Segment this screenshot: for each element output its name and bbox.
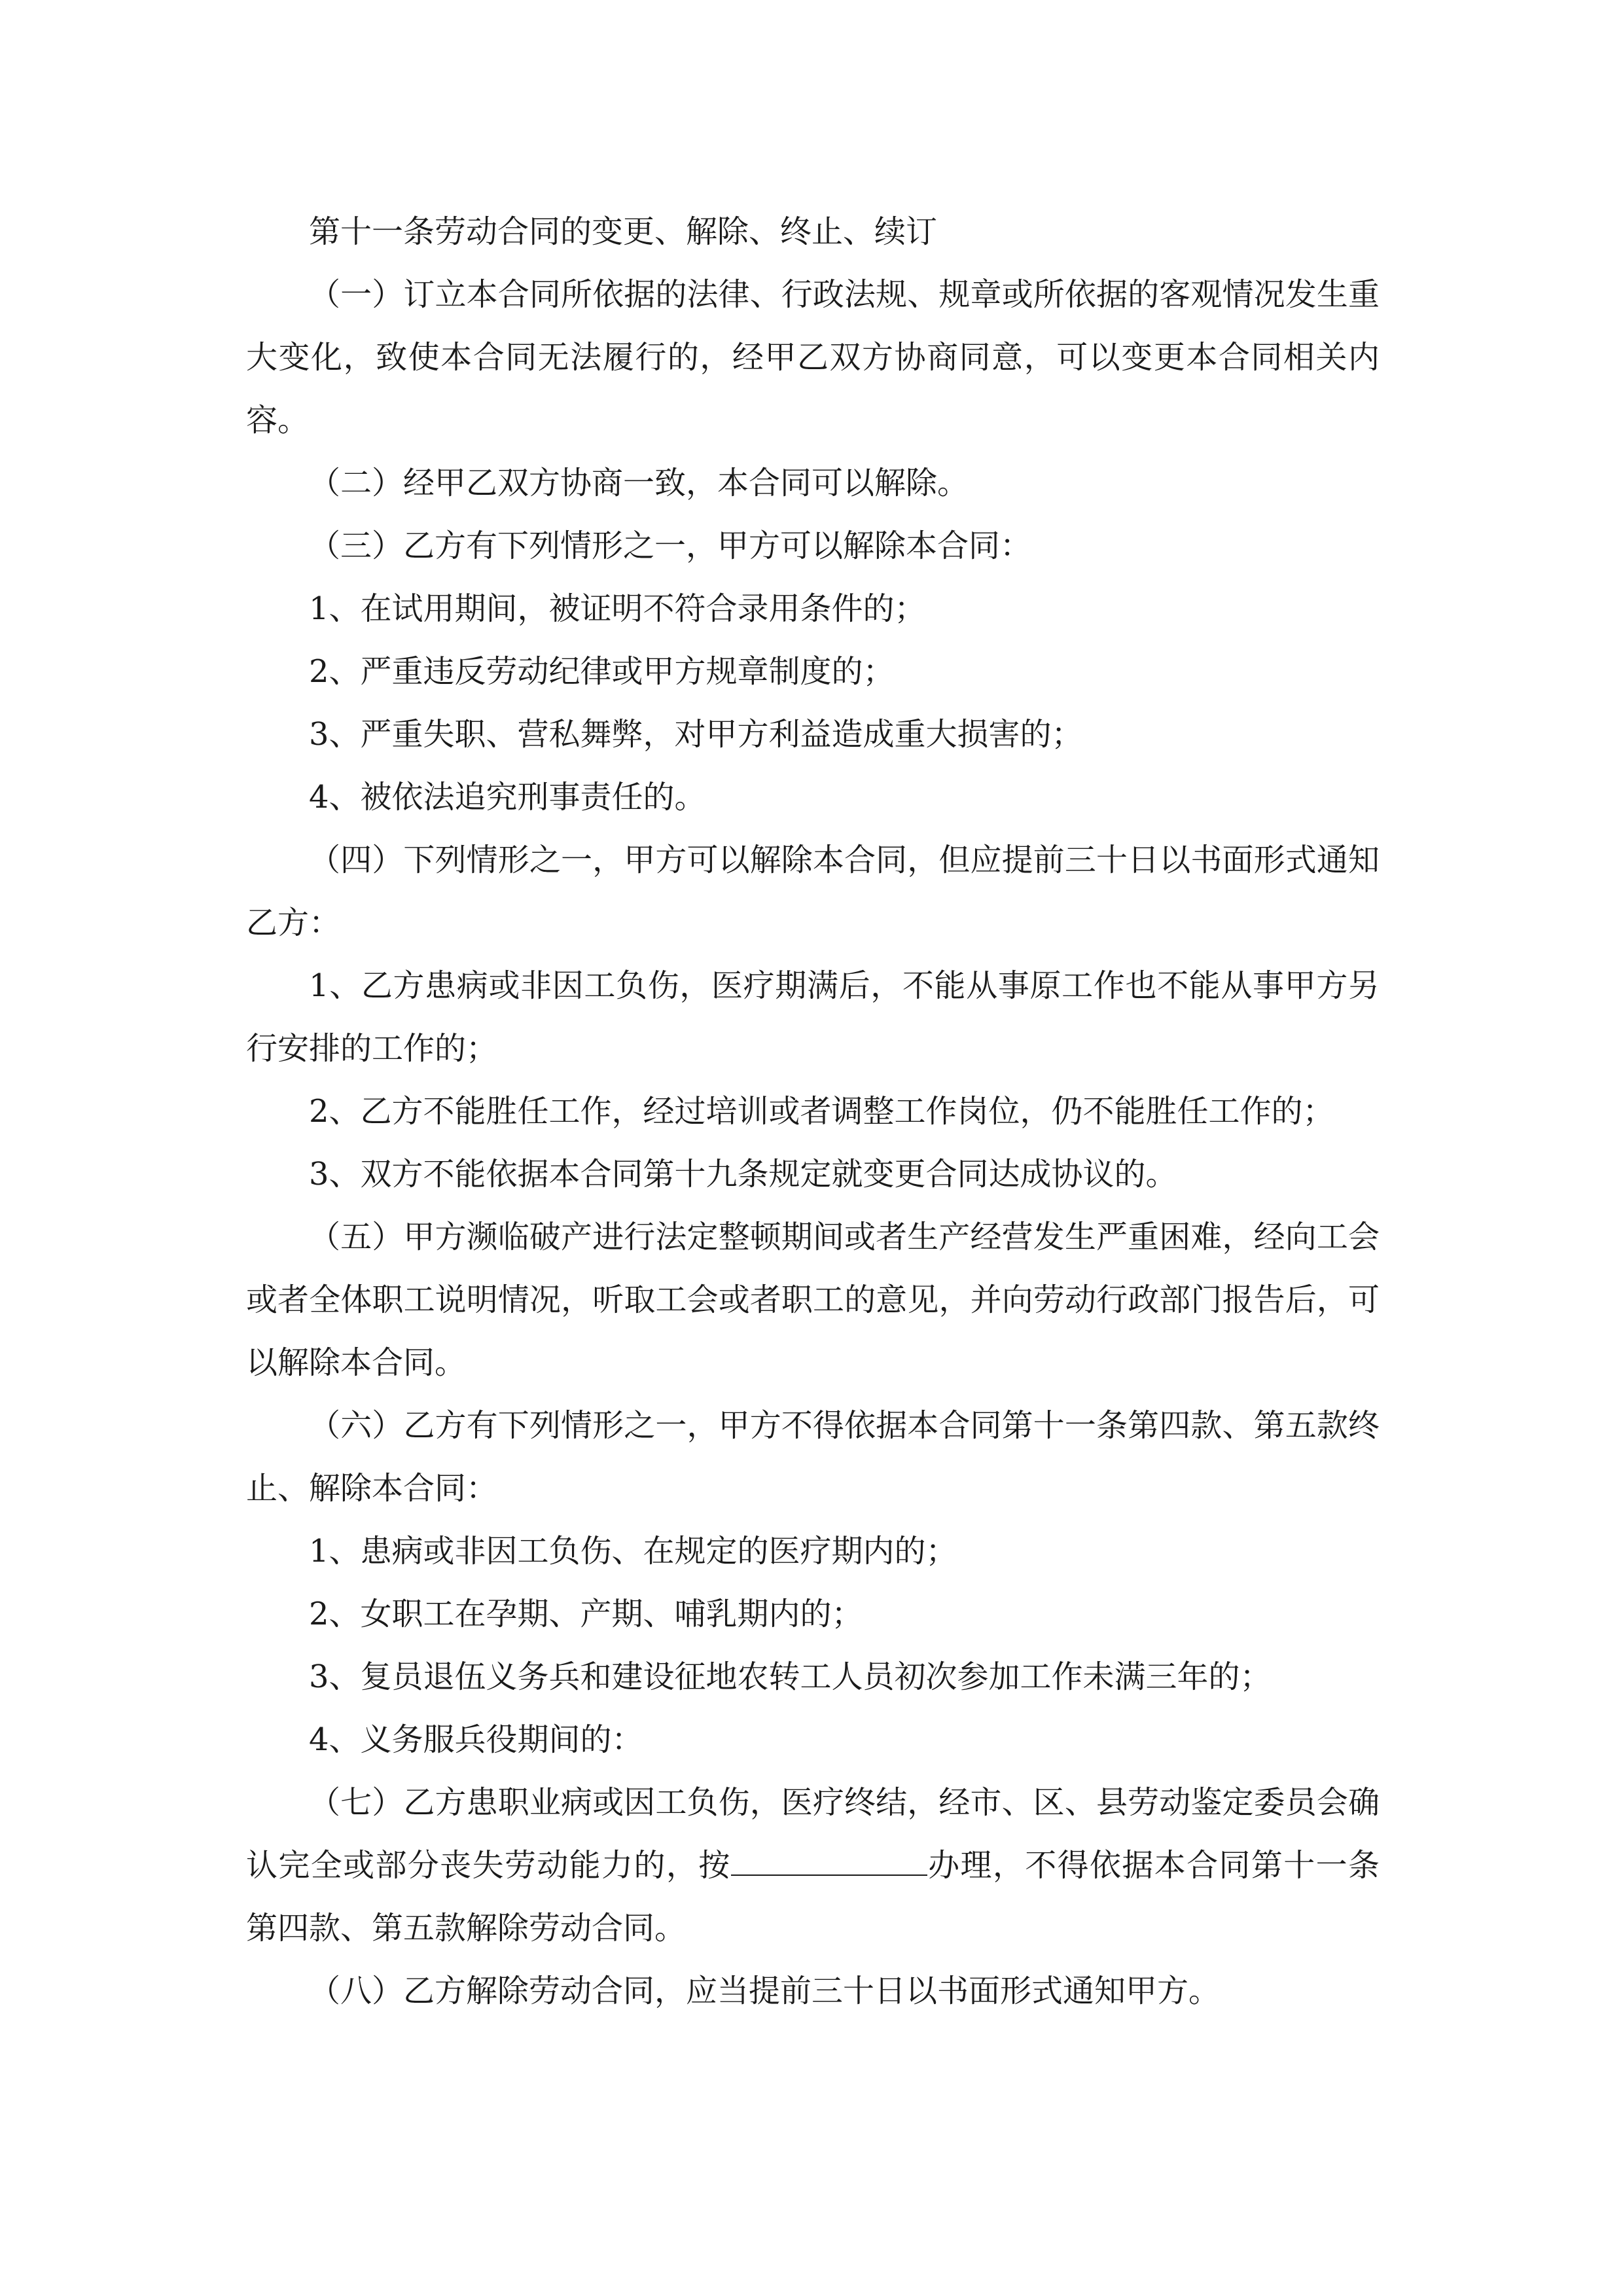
clause-5: （五）甲方濒临破产进行法定整顿期间或者生产经营发生严重困难，经向工会或者全体职工说明情况，听取工会或者职工的意见，并向劳动行政部门报告后，可以解除本合同。 bbox=[246, 1219, 1380, 1381]
clause-6-item-4: 4、义务服兵役期间的： bbox=[309, 1721, 643, 1758]
clause-6-item-2: 2、女职工在孕期、产期、哺乳期内的； bbox=[309, 1596, 863, 1632]
clause-6-item-3: 3、复员退伍义务兵和建设征地农转工人员初次参加工作未满三年的； bbox=[309, 1659, 1272, 1695]
clause-6-item-1: 1、患病或非因工负伤、在规定的医疗期内的； bbox=[309, 1533, 957, 1570]
clause-4-item-1: 1、乙方患病或非因工负伤，医疗期满后，不能从事原工作也不能从事甲方另行安排的工作的； bbox=[246, 967, 1380, 1067]
fill-in-blank bbox=[731, 1848, 927, 1876]
clause-3-item-4: 4、被依法追究刑事责任的。 bbox=[309, 779, 706, 816]
clause-3-item-2: 2、严重违反劳动纪律或甲方规章制度的； bbox=[309, 653, 895, 690]
clause-3-item-1: 1、在试用期间，被证明不符合录用条件的； bbox=[309, 590, 926, 627]
clause-3-item-3: 3、严重失职、营私舞弊，对甲方利益造成重大损害的； bbox=[309, 716, 1083, 753]
clause-6: （六）乙方有下列情形之一，甲方不得依据本合同第十一条第四款、第五款终止、解除本合同： bbox=[246, 1407, 1380, 1507]
clause-4-item-2: 2、乙方不能胜任工作，经过培训或者调整工作岗位，仍不能胜任工作的； bbox=[309, 1093, 1334, 1130]
contract-body bbox=[246, 200, 1380, 2022]
clause-2: （二）经甲乙双方协商一致，本合同可以解除。 bbox=[309, 465, 969, 501]
clause-3: （三）乙方有下列情形之一，甲方可以解除本合同： bbox=[309, 528, 1032, 564]
clause-4: （四）下列情形之一，甲方可以解除本合同，但应提前三十日以书面形式通知乙方： bbox=[246, 842, 1380, 941]
clause-1: （一）订立本合同所依据的法律、行政法规、规章或所依据的客观情况发生重大变化，致使本合同无法履行的，经甲乙双方协商同意，可以变更本合同相关内容。 bbox=[246, 276, 1380, 439]
article-heading: 第十一条劳动合同的变更、解除、终止、续订 bbox=[309, 213, 938, 250]
clause-7-text-after: 办理，不得依据本合同第十一条第四款、第五款解除劳动合同。 bbox=[246, 1847, 1380, 1946]
clause-7-text-before: （七）乙方患职业病或因工负伤，医疗终结，经市、区、县劳动鉴定委员会确认完全或部分丧失劳动能力的，按 bbox=[246, 1784, 1380, 1884]
clause-4-item-3: 3、双方不能依据本合同第十九条规定就变更合同达成协议的。 bbox=[309, 1156, 1177, 1193]
clause-8: （八）乙方解除劳动合同，应当提前三十日以书面形式通知甲方。 bbox=[309, 1973, 1221, 2009]
clause-7 bbox=[246, 1771, 1380, 1960]
